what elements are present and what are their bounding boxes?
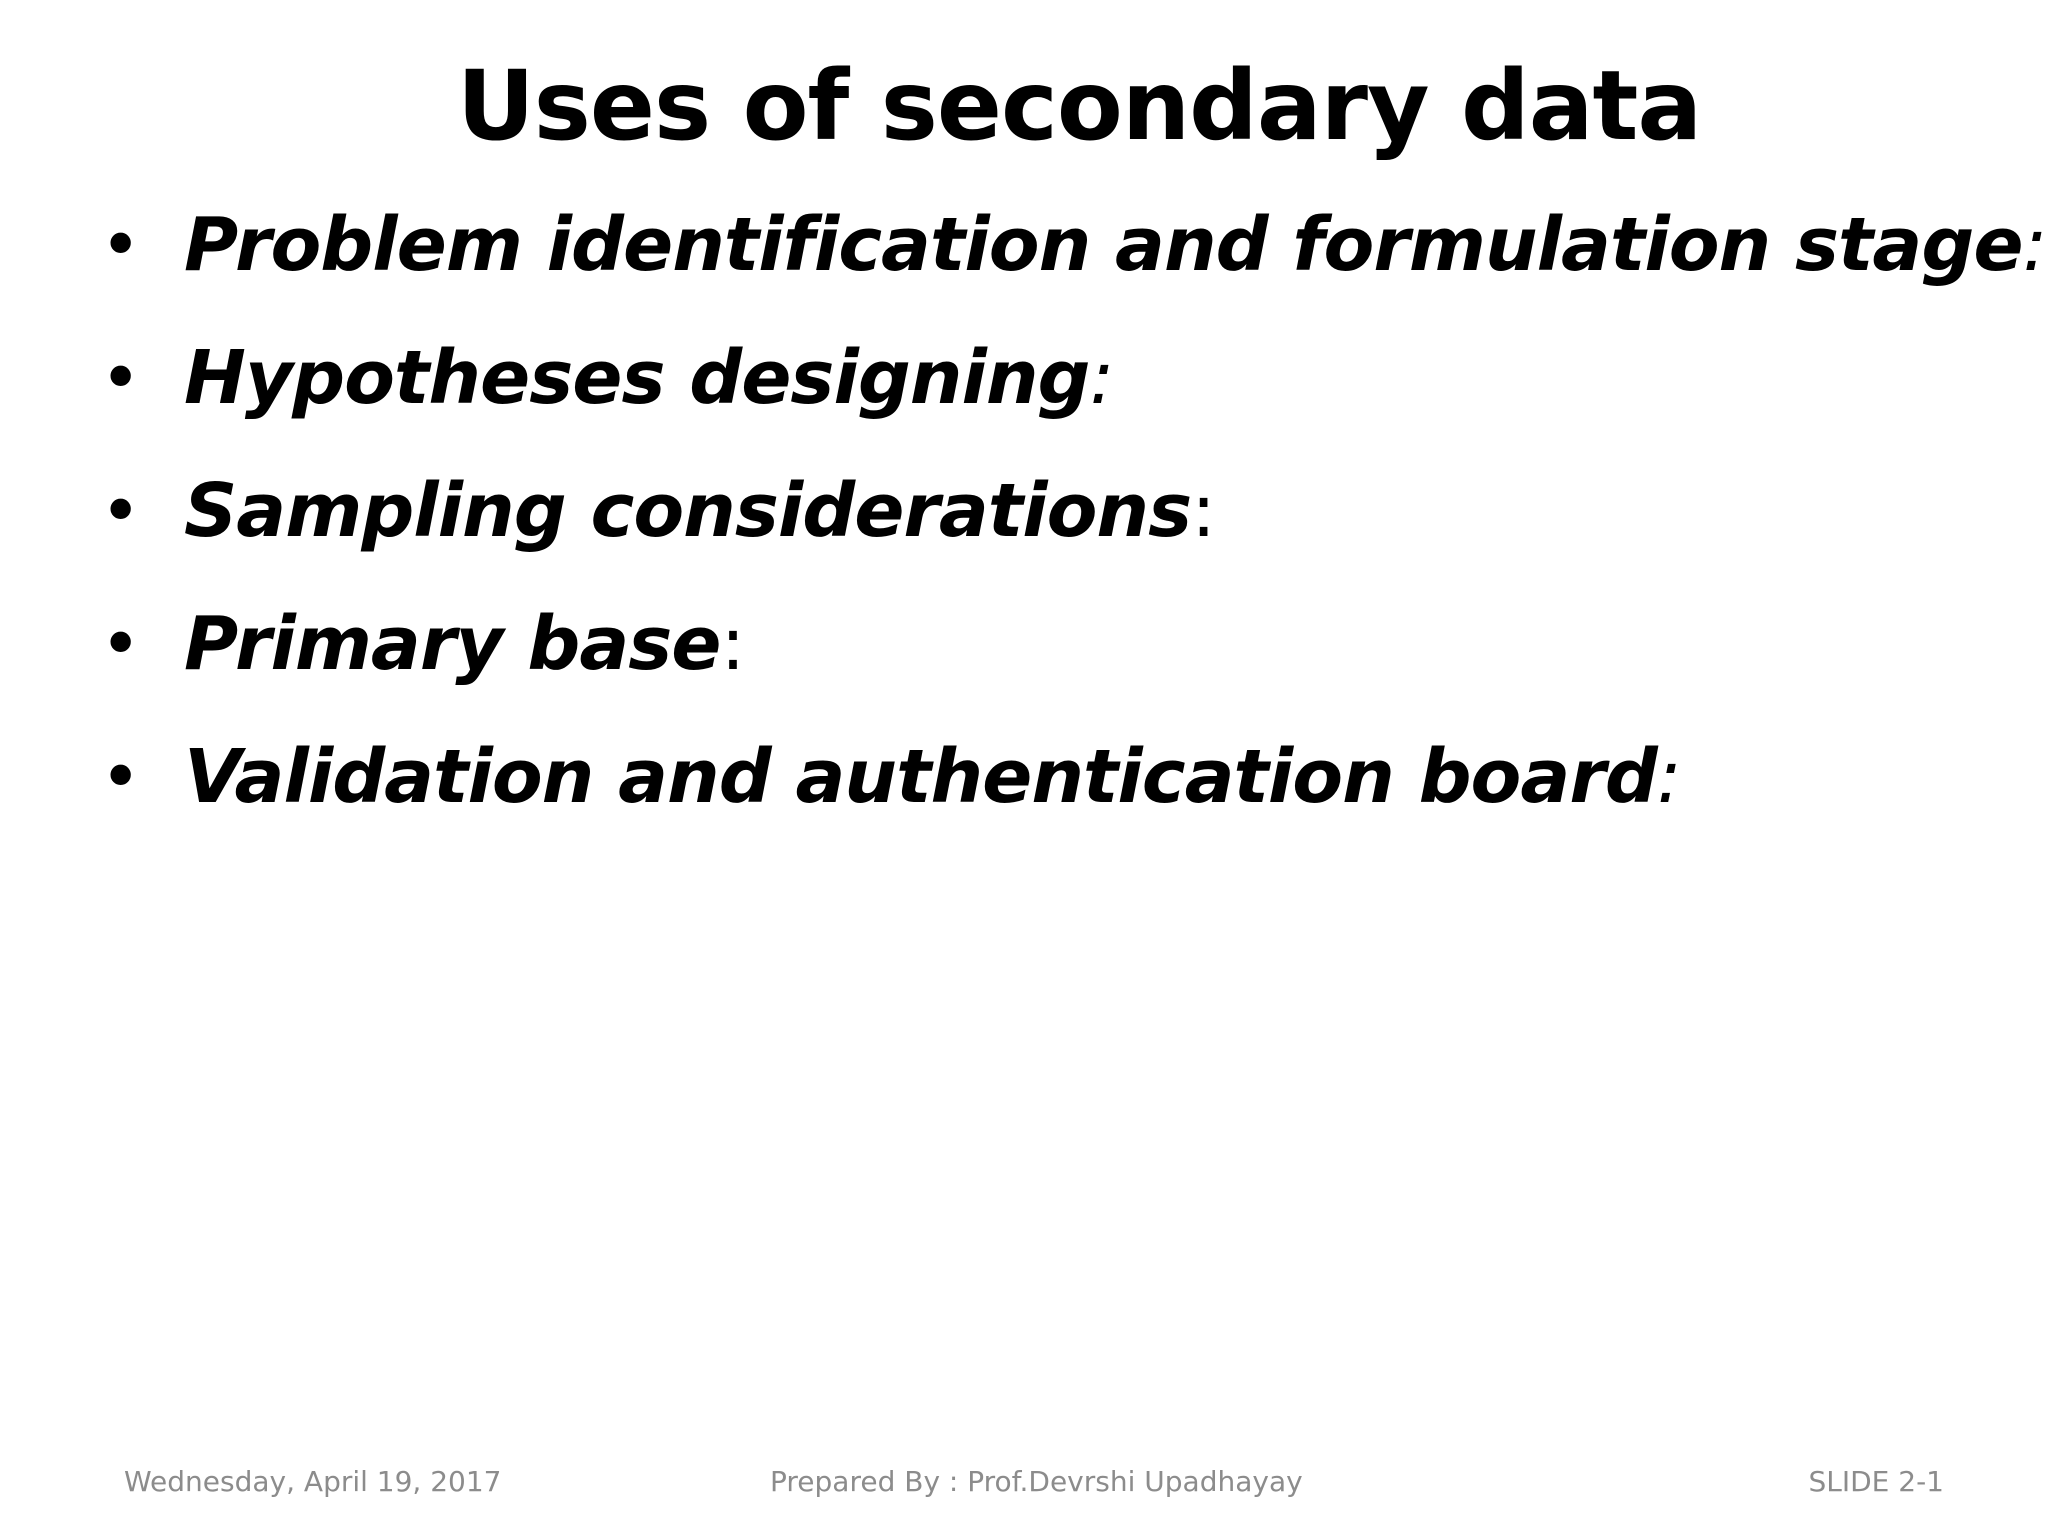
bullet-item: [100, 722, 2000, 855]
bullet-text: [184, 456, 1216, 566]
bullet-colon: :: [1656, 734, 1682, 820]
footer-author: Prepared By : Prof.Devrshi Upadhayay: [770, 1465, 1303, 1498]
bullet-text: [184, 722, 1682, 832]
slide-title: Uses of secondary data: [456, 50, 1702, 162]
bullet-text: [184, 190, 2047, 300]
bullet-icon: •: [100, 337, 142, 419]
bullet-icon: •: [100, 204, 142, 286]
bullet-term: Sampling considerations: [184, 468, 1192, 554]
bullet-icon: •: [100, 470, 142, 552]
bullet-colon: :: [1191, 468, 1217, 554]
bullet-text: [184, 589, 745, 699]
bullet-item: [100, 323, 2000, 456]
bullet-term: Problem identification and formulation stage: [184, 202, 2023, 288]
bullet-list: [100, 190, 2048, 855]
bullet-item: [100, 589, 2000, 722]
bullet-term: Validation and authentication board: [184, 734, 1657, 820]
bullet-text: [184, 323, 1114, 433]
bullet-term: Hypotheses designing: [184, 335, 1090, 421]
bullet-item: [100, 456, 2000, 589]
bullet-term: Primary base: [184, 601, 721, 687]
bullet-colon: :: [2022, 202, 2048, 288]
bullet-colon: :: [1089, 335, 1115, 421]
footer-date: Wednesday, April 19, 2017: [124, 1465, 502, 1498]
bullet-item: [100, 190, 2048, 323]
bullet-colon: :: [720, 601, 746, 687]
bullet-icon: •: [100, 736, 142, 818]
footer-slide-number: SLIDE 2-1: [1808, 1465, 1944, 1498]
bullet-icon: •: [100, 603, 142, 685]
